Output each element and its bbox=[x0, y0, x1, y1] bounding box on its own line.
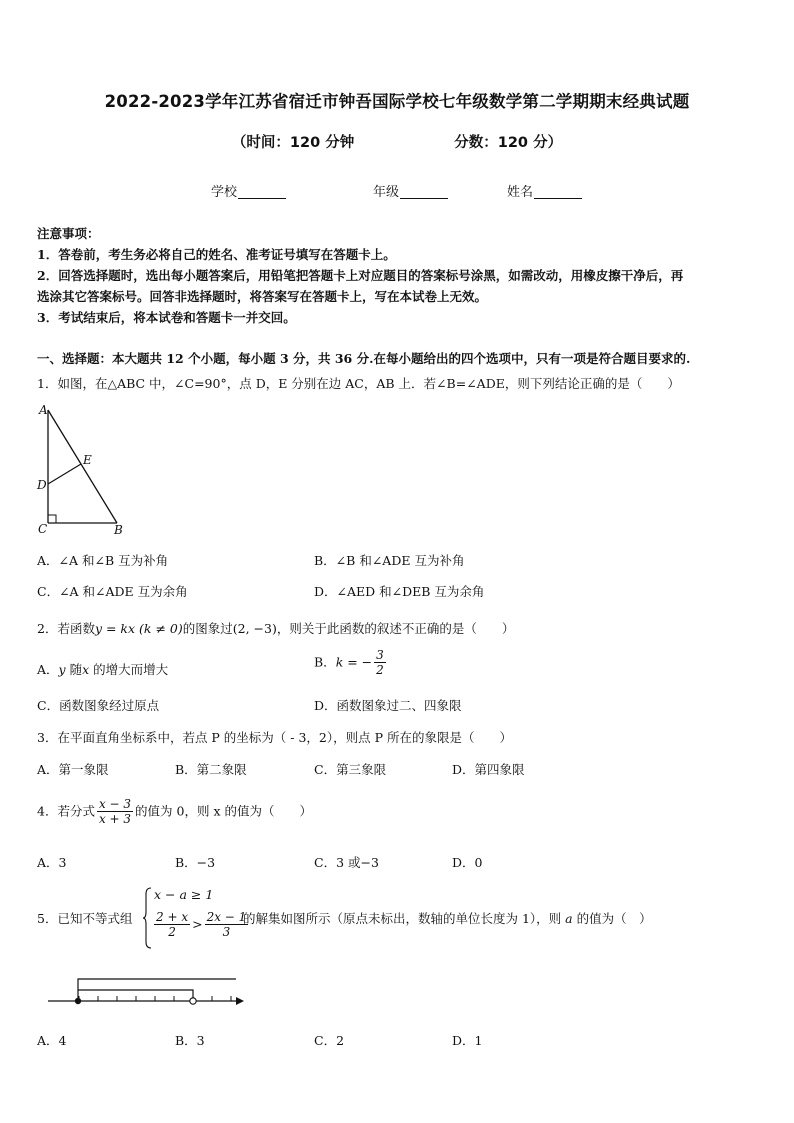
name-blank bbox=[534, 184, 582, 199]
fraction-numerator: 2 + x bbox=[156, 910, 189, 924]
q2-stem-c: ，则关于此函数的叙述不正确的是（ ） bbox=[276, 621, 515, 636]
q2-option-b-k: k = − bbox=[335, 654, 373, 670]
q5-fraction-left bbox=[154, 910, 190, 940]
right-angle-mark bbox=[48, 515, 56, 523]
school-blank bbox=[238, 184, 286, 199]
q4-option-b: B．−3 bbox=[175, 855, 216, 870]
q5-option-a: A．4 bbox=[37, 1033, 67, 1048]
fraction-denominator: x + 3 bbox=[98, 812, 132, 827]
q2-option-a-y: y bbox=[58, 662, 66, 677]
note-item: 1．答卷前，考生务必将自己的姓名、准考证号填写在答题卡上。 bbox=[37, 247, 396, 262]
section-heading: 一、选择题：本大题共 12 个小题，每小题 3 分，共 36 分.在每小题给出的四个选项中，只有一项是符合题目要求的. bbox=[37, 351, 691, 366]
q4-stem-a: 4．若分式 bbox=[37, 803, 95, 819]
grade-blank bbox=[400, 184, 448, 199]
q2-option-b-fraction bbox=[374, 648, 386, 678]
axis-ticks bbox=[79, 996, 231, 1001]
grade-label: 年级 bbox=[373, 185, 400, 200]
question-5-stem-b bbox=[243, 909, 652, 927]
q5-fraction-right bbox=[205, 910, 249, 940]
q2-option-a-x: x bbox=[82, 662, 90, 677]
q4-fraction bbox=[97, 797, 133, 827]
q2-option-a-post: 的增大而增大 bbox=[89, 662, 169, 677]
q5-stem-b: 的解集如图所示（原点未标出，数轴的单位长度为 1），则 bbox=[243, 911, 562, 926]
school-label: 学校 bbox=[211, 185, 238, 200]
q1-option-c: C．∠A 和∠ADE 互为余角 bbox=[37, 584, 188, 599]
q3-option-a: A．第一象限 bbox=[37, 762, 109, 777]
exam-score: 分数：120 分） bbox=[454, 135, 563, 151]
q5-variable: a bbox=[565, 911, 573, 926]
system-brace bbox=[142, 886, 152, 950]
q2-option-a-prefix: A． bbox=[37, 662, 59, 677]
q4-stem-b: 的值为 0，则 x 的值为（ ） bbox=[135, 803, 312, 819]
q1-option-d: D．∠AED 和∠DEB 互为余角 bbox=[314, 584, 485, 599]
q2-stem-a: 2．若函数 bbox=[37, 621, 95, 636]
q2-function: y = kx (k ≠ 0) bbox=[94, 621, 183, 636]
q2-option-c: C．函数图象经过原点 bbox=[37, 698, 160, 713]
q4-option-a: A．3 bbox=[37, 855, 67, 870]
label-b: B bbox=[114, 523, 123, 537]
q2-option-a bbox=[37, 660, 168, 678]
note-item: 3．考试结束后，将本试卷和答题卡一并交回。 bbox=[37, 310, 296, 325]
question-3-stem: 3．在平面直角坐标系中，若点 P 的坐标为（ - 3，2），则点 P 所在的象限是（ ） bbox=[37, 730, 512, 745]
label-e: E bbox=[83, 453, 92, 467]
q2-option-d: D．函数图象过二、四象限 bbox=[314, 698, 462, 713]
label-c: C bbox=[38, 522, 48, 536]
q5-option-b: B．3 bbox=[175, 1033, 205, 1048]
q3-option-c: C．第三象限 bbox=[314, 762, 387, 777]
fraction-denominator: 2 bbox=[168, 925, 176, 940]
q2-option-b bbox=[314, 648, 388, 678]
question-4-stem bbox=[37, 797, 312, 827]
q5-option-d: D．1 bbox=[452, 1033, 483, 1048]
note-item: 选涂其它答案标号。回答非选择题时，将答案写在答题卡上，写在本试卷上无效。 bbox=[37, 289, 488, 304]
name-field bbox=[507, 181, 582, 200]
school-field bbox=[211, 181, 286, 200]
q2-stem-b: 的图象过 bbox=[182, 621, 233, 636]
exam-time: （时间：120 分钟 bbox=[231, 135, 355, 151]
triangle-figure bbox=[36, 402, 128, 538]
label-d: D bbox=[37, 478, 47, 492]
name-label: 姓名 bbox=[507, 185, 534, 200]
number-line-figure bbox=[46, 976, 250, 1012]
open-endpoint bbox=[190, 998, 196, 1004]
segment-de bbox=[48, 464, 81, 484]
q2-point: (2, −3) bbox=[232, 621, 277, 636]
q5-inequality-1: x − a ≥ 1 bbox=[154, 887, 214, 902]
question-1-stem: 1．如图，在△ABC 中，∠C=90°，点 D，E 分别在边 AC，AB 上．若∠B=∠ADE，则下列结论正确的是（ ） bbox=[37, 376, 680, 391]
grade-field bbox=[373, 181, 448, 200]
exam-title: 2022-2023学年江苏省宿迁市钟吾国际学校七年级数学第二学期期末经典试题 bbox=[104, 92, 690, 111]
fraction-numerator: 2x − 1 bbox=[206, 910, 247, 924]
exam-subtitle bbox=[0, 131, 794, 152]
q3-option-b: B．第二象限 bbox=[175, 762, 247, 777]
question-2-stem bbox=[37, 619, 514, 637]
fraction-denominator: 3 bbox=[222, 925, 231, 940]
fraction-numerator: x − 3 bbox=[98, 797, 132, 811]
question-5-stem-a: 5．已知不等式组 bbox=[37, 911, 133, 926]
q5-stem-c: 的值为（ ） bbox=[576, 911, 652, 926]
q1-option-b: B．∠B 和∠ADE 互为补角 bbox=[314, 553, 465, 568]
q2-option-a-mid: 随 bbox=[65, 662, 83, 677]
note-item: 2．回答选择题时，选出每小题答案后，用铅笔把答题卡上对应题目的答案标号涂黑，如需改动，用橡皮擦干净后，再 bbox=[37, 268, 684, 283]
label-a: A bbox=[39, 403, 48, 417]
axis-arrow bbox=[236, 997, 244, 1005]
q4-option-d: D．0 bbox=[452, 855, 483, 870]
q2-option-b-prefix: B． bbox=[314, 654, 336, 670]
solid-endpoint bbox=[75, 998, 81, 1004]
q5-operator: > bbox=[192, 916, 203, 932]
fraction-denominator: 2 bbox=[376, 663, 384, 678]
q1-option-a: A．∠A 和∠B 互为补角 bbox=[37, 553, 169, 568]
fraction-numerator: 3 bbox=[376, 648, 384, 662]
q4-option-c: C．3 或−3 bbox=[314, 855, 379, 870]
q5-inequality-2 bbox=[152, 910, 250, 940]
notes-title: 注意事项： bbox=[37, 226, 100, 241]
q3-option-d: D．第四象限 bbox=[452, 762, 525, 777]
q5-option-c: C．2 bbox=[314, 1033, 345, 1048]
